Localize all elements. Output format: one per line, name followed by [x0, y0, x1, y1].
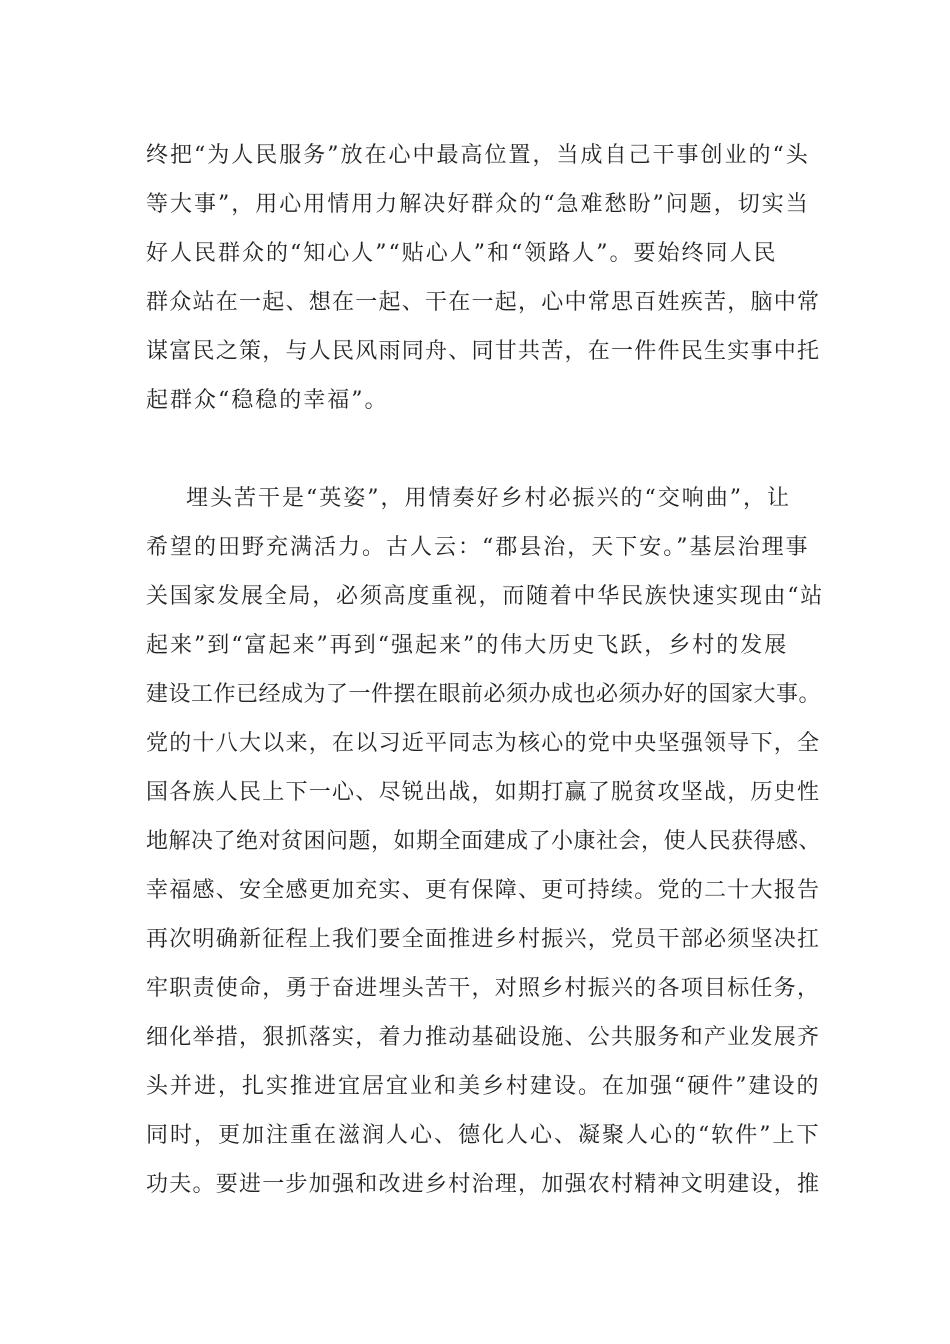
text-line: 幸福感、安全感更加充实、更有保障、更可持续。党的二十大报告	[146, 878, 821, 903]
text-line: 起群众“稳稳的幸福”。	[146, 388, 389, 413]
text-line: 细化举措，狠抓落实，着力推动基础设施、公共服务和产业发展齐	[146, 1025, 821, 1050]
text-line: 再次明确新征程上我们要全面推进乡村振兴，党员干部必须坚决扛	[146, 927, 821, 952]
text-line: 谋富民之策，与人民风雨同舟、同甘共苦，在一件件民生实事中托	[146, 339, 821, 364]
text-line: 好人民群众的“知心人”“贴心人”和“领路人”。要始终同人民	[146, 241, 778, 266]
text-line: 同时，更加注重在滋润人心、德化人心、凝聚人心的“软件”上下	[146, 1123, 821, 1148]
text-line: 等大事”，用心用情用力解决好群众的“急难愁盼”问题，切实当	[146, 192, 810, 217]
paragraph-1	[146, 131, 826, 425]
text-line: 党的十八大以来，在以习近平同志为核心的党中央坚强领导下，全	[146, 731, 821, 756]
text-line: 群众站在一起、想在一起、干在一起，心中常思百姓疾苦，脑中常	[146, 290, 821, 315]
text-line: 牢职责使命，勇于奋进埋头苦干，对照乡村振兴的各项目标任务，	[146, 976, 821, 1001]
text-line: 建设工作已经成为了一件摆在眼前必须办成也必须办好的国家大事。	[146, 682, 822, 707]
text-line: 地解决了绝对贫困问题，如期全面建成了小康社会，使人民获得感、	[146, 829, 822, 854]
text-line: 功夫。要进一步加强和改进乡村治理，加强农村精神文明建设，推	[146, 1172, 821, 1197]
text-line: 埋头苦干是“英姿”，用情奏好乡村必振兴的“交响曲”，让	[186, 486, 791, 511]
text-line: 国各族人民上下一心、尽锐出战，如期打赢了脱贫攻坚战，历史性	[146, 780, 821, 805]
text-line: 希望的田野充满活力。古人云：“郡县治，天下安。”基层治理事	[146, 535, 810, 560]
text-line: 起来”到“富起来”再到“强起来”的伟大历史飞跃，乡村的发展	[146, 633, 789, 658]
text-line: 关国家发展全局，必须高度重视，而随着中华民族快速实现由“站	[146, 584, 824, 609]
paragraph-2	[146, 474, 826, 1209]
text-line: 终把“为人民服务”放在心中最高位置，当成自己干事创业的“头	[146, 143, 810, 168]
text-line: 头并进，扎实推进宜居宜业和美乡村建设。在加强“硬件”建设的	[146, 1074, 821, 1099]
